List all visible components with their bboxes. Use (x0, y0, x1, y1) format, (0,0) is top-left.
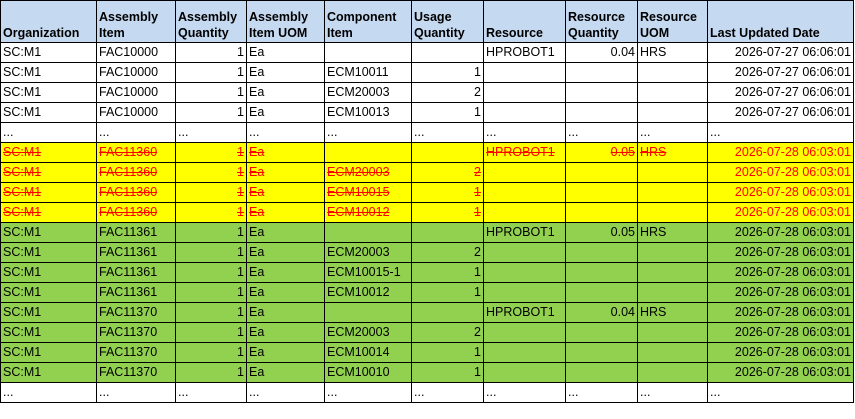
assembly-quantity-cell[interactable]: 1 (176, 143, 247, 163)
resource-uom-cell[interactable]: HRS (638, 143, 708, 163)
resource-uom-cell[interactable] (638, 243, 708, 263)
usage-quantity-cell[interactable]: 1 (412, 103, 484, 123)
assembly-quantity-cell[interactable]: 1 (176, 363, 247, 383)
table-row (1, 383, 854, 403)
usage-quantity-cell[interactable] (412, 223, 484, 243)
resource-cell[interactable] (484, 83, 566, 103)
last-updated-date-cell[interactable]: 2026-07-27 06:06:01 (708, 103, 854, 123)
last-updated-date-cell[interactable]: 2026-07-27 06:06:01 (708, 43, 854, 63)
component-item-cell[interactable]: ECM10012 (325, 203, 412, 223)
last-updated-date-cell[interactable]: 2026-07-28 06:03:01 (708, 363, 854, 383)
header-resource-uom[interactable]: Resource UOM (638, 1, 708, 43)
assembly-item-cell[interactable]: FAC11360 (97, 183, 176, 203)
component-item-cell[interactable]: ECM20003 (325, 243, 412, 263)
last-updated-date-cell[interactable]: 2026-07-28 06:03:01 (708, 183, 854, 203)
assembly-item-cell[interactable]: FAC11361 (97, 243, 176, 263)
assembly-item-cell[interactable]: FAC11370 (97, 343, 176, 363)
component-item-cell[interactable]: ECM10012 (325, 283, 412, 303)
resource-cell[interactable] (484, 183, 566, 203)
assembly-item-cell[interactable]: FAC11361 (97, 263, 176, 283)
last-updated-date-cell[interactable]: 2026-07-28 06:03:01 (708, 283, 854, 303)
organization-cell[interactable]: ... (1, 383, 97, 403)
organization-cell[interactable]: ... (1, 123, 97, 143)
assembly-quantity-cell[interactable]: 1 (176, 43, 247, 63)
table-body (1, 43, 854, 403)
usage-quantity-cell[interactable] (412, 143, 484, 163)
assembly-item-cell[interactable]: FAC11370 (97, 323, 176, 343)
assembly-quantity-cell[interactable]: 1 (176, 203, 247, 223)
assembly-item-cell[interactable]: FAC11370 (97, 303, 176, 323)
usage-quantity-cell[interactable]: 1 (412, 283, 484, 303)
assembly-item-cell[interactable]: FAC11360 (97, 143, 176, 163)
resource-uom-cell[interactable] (638, 183, 708, 203)
component-item-cell[interactable]: ECM10015-1 (325, 263, 412, 283)
header-last-updated-date[interactable]: Last Updated Date (708, 1, 854, 43)
table-row (1, 163, 854, 183)
organization-cell[interactable]: SC:M1 (1, 83, 97, 103)
assembly-quantity-cell[interactable]: 1 (176, 343, 247, 363)
usage-quantity-cell[interactable]: 1 (412, 203, 484, 223)
table-row (1, 83, 854, 103)
usage-quantity-cell[interactable] (412, 43, 484, 63)
header-component-item[interactable]: Component Item (325, 1, 412, 43)
resource-cell[interactable] (484, 363, 566, 383)
table-row (1, 283, 854, 303)
usage-quantity-cell[interactable]: 1 (412, 183, 484, 203)
assembly-quantity-cell[interactable]: ... (176, 123, 247, 143)
table-row (1, 143, 854, 163)
usage-quantity-cell[interactable]: 2 (412, 83, 484, 103)
resource-quantity-cell[interactable] (566, 263, 638, 283)
resource-cell[interactable] (484, 103, 566, 123)
resource-uom-cell[interactable] (638, 63, 708, 83)
resource-uom-cell[interactable] (638, 323, 708, 343)
resource-quantity-cell[interactable]: 0.05 (566, 143, 638, 163)
table-row (1, 43, 854, 63)
assembly-quantity-cell[interactable]: 1 (176, 323, 247, 343)
resource-quantity-cell[interactable] (566, 343, 638, 363)
assembly-item-cell[interactable]: FAC11361 (97, 283, 176, 303)
header-organization[interactable]: Organization (1, 1, 97, 43)
last-updated-date-cell[interactable]: 2026-07-28 06:03:01 (708, 343, 854, 363)
usage-quantity-cell[interactable]: 2 (412, 323, 484, 343)
assembly-quantity-cell[interactable]: 1 (176, 243, 247, 263)
resource-quantity-cell[interactable] (566, 83, 638, 103)
component-item-cell[interactable] (325, 223, 412, 243)
resource-quantity-cell[interactable] (566, 63, 638, 83)
component-item-cell[interactable] (325, 43, 412, 63)
assembly-item-uom-cell[interactable]: ... (247, 383, 325, 403)
table-row (1, 183, 854, 203)
assembly-item-cell[interactable]: FAC10000 (97, 63, 176, 83)
assembly-item-uom-cell[interactable]: Ea (247, 183, 325, 203)
assembly-item-cell[interactable]: FAC11370 (97, 363, 176, 383)
assembly-quantity-cell[interactable]: 1 (176, 163, 247, 183)
table-row (1, 223, 854, 243)
usage-quantity-cell[interactable]: 1 (412, 63, 484, 83)
organization-cell[interactable]: SC:M1 (1, 223, 97, 243)
organization-cell[interactable]: SC:M1 (1, 183, 97, 203)
resource-uom-cell[interactable]: ... (638, 383, 708, 403)
assembly-quantity-cell[interactable]: 1 (176, 303, 247, 323)
assembly-item-cell[interactable]: ... (97, 383, 176, 403)
header-usage-quantity[interactable]: Usage Quantity (412, 1, 484, 43)
assembly-item-uom-cell[interactable]: Ea (247, 43, 325, 63)
component-item-cell[interactable]: ECM20003 (325, 323, 412, 343)
resource-quantity-cell[interactable] (566, 203, 638, 223)
header-resource-quantity[interactable]: Resource Quantity (566, 1, 638, 43)
assembly-item-uom-cell[interactable]: ... (247, 123, 325, 143)
resource-uom-cell[interactable] (638, 163, 708, 183)
resource-cell[interactable] (484, 243, 566, 263)
organization-cell[interactable]: SC:M1 (1, 323, 97, 343)
table-row (1, 303, 854, 323)
organization-cell[interactable]: SC:M1 (1, 303, 97, 323)
last-updated-date-cell[interactable]: 2026-07-28 06:03:01 (708, 323, 854, 343)
last-updated-date-cell[interactable]: 2026-07-28 06:03:01 (708, 243, 854, 263)
component-item-cell[interactable] (325, 303, 412, 323)
table-row (1, 243, 854, 263)
organization-cell[interactable]: SC:M1 (1, 283, 97, 303)
last-updated-date-cell[interactable]: 2026-07-28 06:03:01 (708, 163, 854, 183)
resource-cell[interactable] (484, 343, 566, 363)
resource-uom-cell[interactable] (638, 83, 708, 103)
assembly-item-uom-cell[interactable]: Ea (247, 223, 325, 243)
resource-uom-cell[interactable]: HRS (638, 303, 708, 323)
assembly-quantity-cell[interactable]: 1 (176, 183, 247, 203)
assembly-item-uom-cell[interactable]: Ea (247, 343, 325, 363)
assembly-quantity-cell[interactable]: 1 (176, 83, 247, 103)
table-row (1, 63, 854, 83)
usage-quantity-cell[interactable]: 2 (412, 163, 484, 183)
assembly-item-uom-cell[interactable]: Ea (247, 103, 325, 123)
usage-quantity-cell[interactable]: 2 (412, 243, 484, 263)
last-updated-date-cell[interactable]: 2026-07-28 06:03:01 (708, 203, 854, 223)
table-row (1, 343, 854, 363)
table-row (1, 363, 854, 383)
assembly-item-uom-cell[interactable]: Ea (247, 323, 325, 343)
resource-quantity-cell[interactable]: 0.04 (566, 303, 638, 323)
component-item-cell[interactable] (325, 143, 412, 163)
resource-quantity-cell[interactable]: ... (566, 383, 638, 403)
resource-quantity-cell[interactable] (566, 183, 638, 203)
resource-quantity-cell[interactable] (566, 103, 638, 123)
organization-cell[interactable]: SC:M1 (1, 363, 97, 383)
assembly-item-cell[interactable]: FAC10000 (97, 103, 176, 123)
last-updated-date-cell[interactable]: 2026-07-28 06:03:01 (708, 143, 854, 163)
organization-cell[interactable]: SC:M1 (1, 343, 97, 363)
resource-cell[interactable]: HPROBOT1 (484, 143, 566, 163)
last-updated-date-cell[interactable]: 2026-07-27 06:06:01 (708, 63, 854, 83)
assembly-quantity-cell[interactable]: 1 (176, 263, 247, 283)
assembly-item-uom-cell[interactable]: Ea (247, 263, 325, 283)
organization-cell[interactable]: SC:M1 (1, 163, 97, 183)
usage-quantity-cell[interactable]: 1 (412, 363, 484, 383)
assembly-item-cell[interactable]: FAC10000 (97, 83, 176, 103)
resource-uom-cell[interactable]: HRS (638, 223, 708, 243)
resource-uom-cell[interactable] (638, 283, 708, 303)
resource-cell[interactable]: HPROBOT1 (484, 303, 566, 323)
component-item-cell[interactable]: ECM10010 (325, 363, 412, 383)
component-item-cell[interactable]: ECM10014 (325, 343, 412, 363)
resource-cell[interactable] (484, 263, 566, 283)
organization-cell[interactable]: SC:M1 (1, 243, 97, 263)
table-row (1, 123, 854, 143)
component-item-cell[interactable]: ECM10013 (325, 103, 412, 123)
table-row (1, 103, 854, 123)
header-assembly-item-uom[interactable]: Assembly Item UOM (247, 1, 325, 43)
component-item-cell[interactable]: ECM20003 (325, 163, 412, 183)
resource-cell[interactable] (484, 203, 566, 223)
assembly-item-uom-cell[interactable]: Ea (247, 83, 325, 103)
assembly-item-uom-cell[interactable]: Ea (247, 163, 325, 183)
resource-quantity-cell[interactable]: 0.04 (566, 43, 638, 63)
header-row (1, 1, 854, 43)
assembly-item-uom-cell[interactable]: Ea (247, 143, 325, 163)
resource-quantity-cell[interactable] (566, 283, 638, 303)
assembly-item-uom-cell[interactable]: Ea (247, 243, 325, 263)
usage-quantity-cell[interactable] (412, 303, 484, 323)
organization-cell[interactable]: SC:M1 (1, 143, 97, 163)
resource-quantity-cell[interactable]: 0.05 (566, 223, 638, 243)
resource-cell[interactable] (484, 323, 566, 343)
resource-uom-cell[interactable] (638, 263, 708, 283)
assembly-item-uom-cell[interactable]: Ea (247, 203, 325, 223)
last-updated-date-cell[interactable]: 2026-07-28 06:03:01 (708, 223, 854, 243)
table-row (1, 203, 854, 223)
resource-uom-cell[interactable] (638, 203, 708, 223)
assembly-quantity-cell[interactable]: ... (176, 383, 247, 403)
assembly-item-cell[interactable]: FAC11360 (97, 163, 176, 183)
usage-quantity-cell[interactable]: ... (412, 123, 484, 143)
usage-quantity-cell[interactable]: 1 (412, 263, 484, 283)
header-assembly-item[interactable]: Assembly Item (97, 1, 176, 43)
resource-cell[interactable] (484, 283, 566, 303)
resource-uom-cell[interactable]: ... (638, 123, 708, 143)
component-item-cell[interactable]: ... (325, 123, 412, 143)
assembly-quantity-cell[interactable]: 1 (176, 63, 247, 83)
organization-cell[interactable]: SC:M1 (1, 43, 97, 63)
last-updated-date-cell[interactable]: 2026-07-28 06:03:01 (708, 303, 854, 323)
resource-quantity-cell[interactable] (566, 243, 638, 263)
assembly-quantity-cell[interactable]: 1 (176, 283, 247, 303)
last-updated-date-cell[interactable]: 2026-07-28 06:03:01 (708, 263, 854, 283)
assembly-item-uom-cell[interactable]: Ea (247, 63, 325, 83)
resource-cell[interactable] (484, 63, 566, 83)
assembly-quantity-cell[interactable]: 1 (176, 223, 247, 243)
header-resource[interactable]: Resource (484, 1, 566, 43)
component-item-cell[interactable]: ... (325, 383, 412, 403)
resource-cell[interactable]: HPROBOT1 (484, 223, 566, 243)
assembly-item-cell[interactable]: FAC11360 (97, 203, 176, 223)
assembly-item-cell[interactable]: FAC10000 (97, 43, 176, 63)
last-updated-date-cell[interactable]: ... (708, 383, 854, 403)
resource-cell[interactable]: ... (484, 123, 566, 143)
resource-cell[interactable]: HPROBOT1 (484, 43, 566, 63)
header-assembly-quantity[interactable]: Assembly Quantity (176, 1, 247, 43)
resource-quantity-cell[interactable] (566, 163, 638, 183)
usage-quantity-cell[interactable]: ... (412, 383, 484, 403)
assembly-item-uom-cell[interactable]: Ea (247, 303, 325, 323)
resource-uom-cell[interactable] (638, 343, 708, 363)
resource-quantity-cell[interactable]: ... (566, 123, 638, 143)
organization-cell[interactable]: SC:M1 (1, 203, 97, 223)
component-item-cell[interactable]: ECM10011 (325, 63, 412, 83)
resource-cell[interactable]: ... (484, 383, 566, 403)
assembly-item-uom-cell[interactable]: Ea (247, 363, 325, 383)
resource-quantity-cell[interactable] (566, 323, 638, 343)
assembly-item-cell[interactable]: ... (97, 123, 176, 143)
resource-cell[interactable] (484, 163, 566, 183)
assembly-item-uom-cell[interactable]: Ea (247, 283, 325, 303)
organization-cell[interactable]: SC:M1 (1, 63, 97, 83)
resource-uom-cell[interactable]: HRS (638, 43, 708, 63)
component-item-cell[interactable]: ECM10015 (325, 183, 412, 203)
table-row (1, 323, 854, 343)
usage-quantity-cell[interactable]: 1 (412, 343, 484, 363)
assembly-quantity-cell[interactable]: 1 (176, 103, 247, 123)
table-row (1, 263, 854, 283)
last-updated-date-cell[interactable]: 2026-07-27 06:06:01 (708, 83, 854, 103)
assembly-item-cell[interactable]: FAC11361 (97, 223, 176, 243)
organization-cell[interactable]: SC:M1 (1, 263, 97, 283)
last-updated-date-cell[interactable]: ... (708, 123, 854, 143)
resource-quantity-cell[interactable] (566, 363, 638, 383)
component-item-cell[interactable]: ECM20003 (325, 83, 412, 103)
resource-uom-cell[interactable] (638, 363, 708, 383)
resource-uom-cell[interactable] (638, 103, 708, 123)
organization-cell[interactable]: SC:M1 (1, 103, 97, 123)
